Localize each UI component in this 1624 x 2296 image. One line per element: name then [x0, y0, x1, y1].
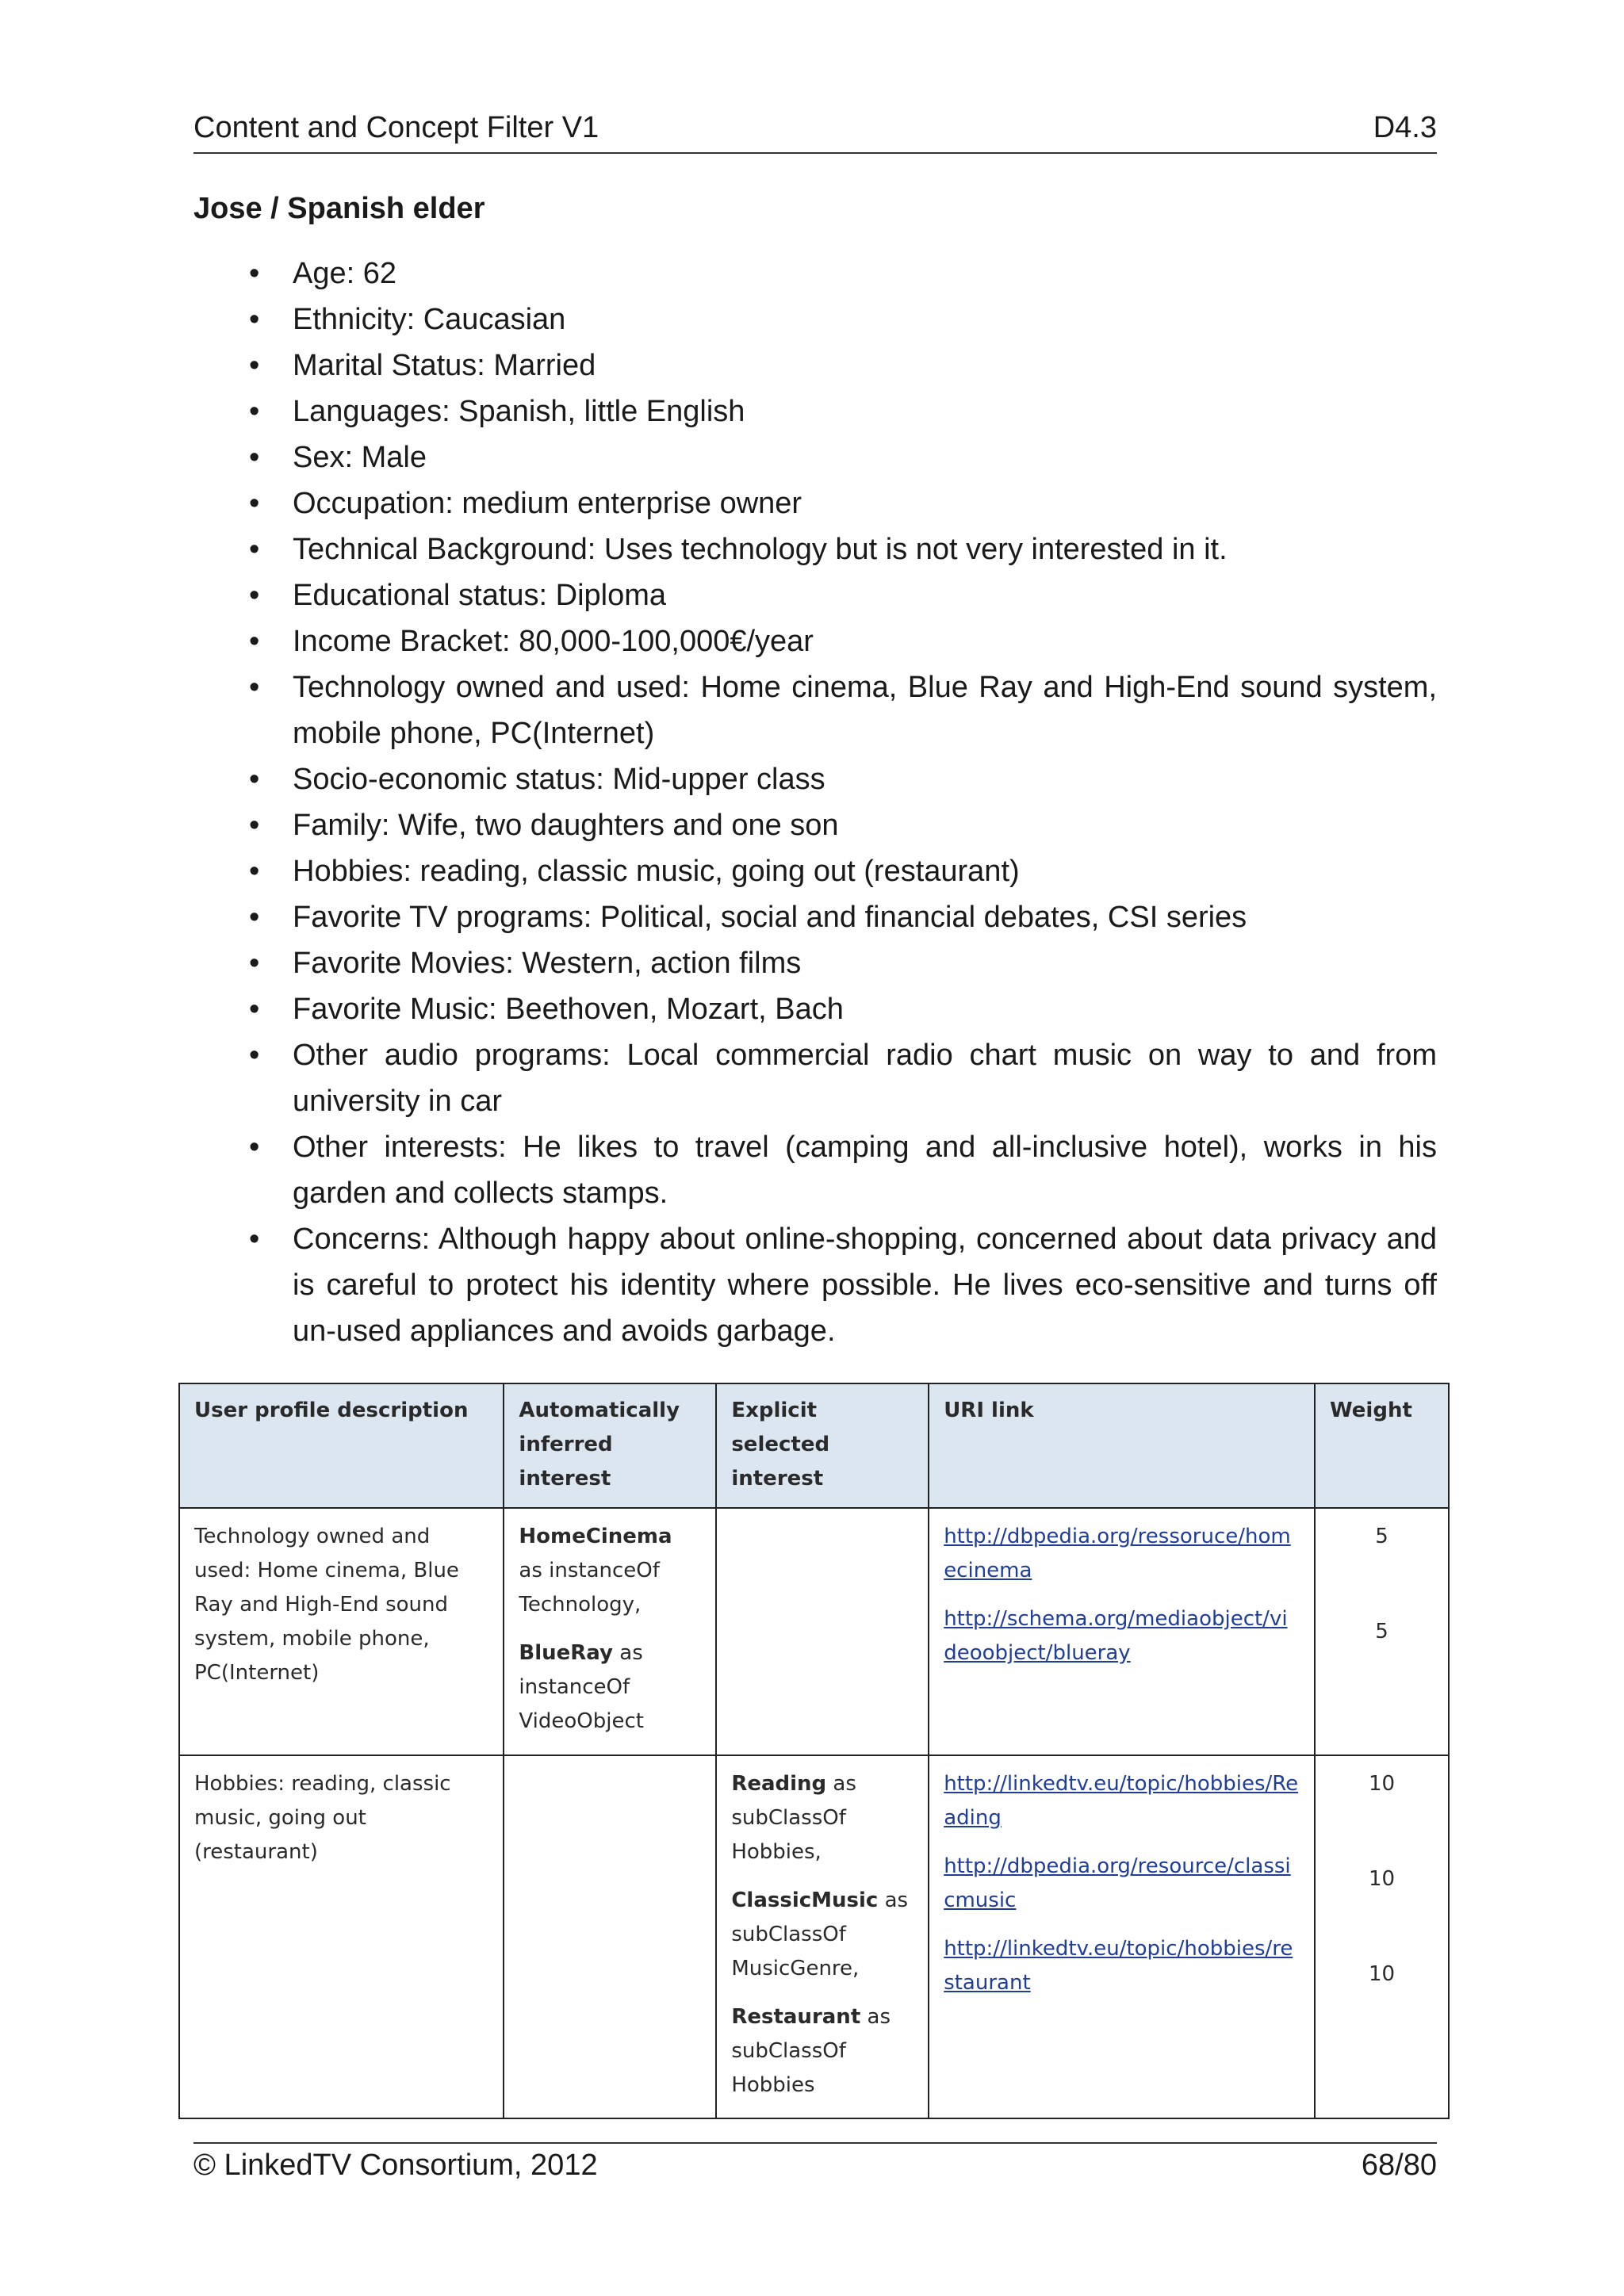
bullet-icon: • [249, 395, 260, 428]
bullet-item: • Socio-economic status: Mid-upper class [193, 756, 1437, 802]
bullet-item: • Ethnicity: Caucasian [193, 297, 1437, 342]
bullet-icon: • [249, 947, 260, 980]
row-weights [1315, 1755, 1449, 2118]
uri-link[interactable]: http://linkedtv.eu/topic/hobbies/restaurant [944, 1937, 1293, 1995]
row-explicit-interest [716, 1508, 929, 1755]
explicit-interest-item: Reading as subClassOf Hobbies, [731, 1772, 856, 1864]
inferred-interest-item: HomeCinema as instanceOf Technology, [519, 1525, 672, 1617]
bullet-icon: • [249, 441, 260, 474]
bullet-icon: • [249, 1039, 260, 1072]
bullet-item: • Occupation: medium enterprise owner [193, 480, 1437, 526]
page-footer [193, 2142, 1437, 2182]
row-description: Hobbies: reading, classic music, going out (restaurant) [179, 1755, 504, 2118]
bullet-item: • Family: Wife, two daughters and one son [193, 802, 1437, 848]
bullet-item: • Technology owned and used: Home cinema, Blue Ray and High-End sound system, mobile phone, PC(Internet) [193, 664, 1437, 756]
bullet-item: • Favorite Movies: Western, action films [193, 940, 1437, 986]
copyright-notice: © LinkedTV Consortium, 2012 [193, 2149, 598, 2182]
header-explicit-selected-interest: Explicit selected interest [716, 1383, 929, 1508]
bullet-item: • Educational status: Diploma [193, 572, 1437, 618]
bullet-icon: • [249, 579, 260, 612]
row-weights [1315, 1508, 1449, 1755]
uri-link[interactable]: http://dbpedia.org/resource/classicmusic [944, 1854, 1291, 1912]
row-inferred-interest [504, 1508, 716, 1755]
explicit-interest-item: Restaurant as subClassOf Hobbies [731, 2005, 891, 2097]
bullet-item: • Other interests: He likes to travel (camping and all-inclusive hotel), works in his garden and collects stamps. [193, 1124, 1437, 1216]
bullet-icon: • [249, 349, 260, 382]
bullet-icon: • [249, 1131, 260, 1164]
page-number: 68/80 [1361, 2149, 1437, 2182]
row-description: Technology owned and used: Home cinema, Blue Ray and High-End sound system, mobile phone, PC(Internet) [179, 1508, 504, 1755]
bullet-item: • Technical Background: Uses technology but is not very interested in it. [193, 526, 1437, 572]
row-uri-links [929, 1508, 1315, 1755]
user-profile-table [178, 1383, 1450, 2119]
row-explicit-interest [716, 1755, 929, 2118]
bullet-icon: • [249, 901, 260, 934]
bullet-icon: • [249, 303, 260, 336]
bullet-icon: • [249, 1223, 260, 1256]
header-uri-link: URI link [929, 1383, 1315, 1508]
bullet-item: • Languages: Spanish, little English [193, 388, 1437, 434]
header-automatically-inferred-interest: Automatically inferred interest [504, 1383, 716, 1508]
bullet-item: • Marital Status: Married [193, 342, 1437, 388]
header-weight: Weight [1315, 1383, 1449, 1508]
bullet-icon: • [249, 855, 260, 888]
bullet-icon: • [249, 487, 260, 520]
bullet-item: • Other audio programs: Local commercial radio chart music on way to and from university in car [193, 1032, 1437, 1124]
row-inferred-interest [504, 1755, 716, 2118]
bullet-icon: • [249, 763, 260, 796]
bullet-item: • Age: 62 [193, 251, 1437, 297]
bullet-icon: • [249, 993, 260, 1026]
weight-value: 10 [1368, 1962, 1396, 1986]
bullet-icon: • [249, 625, 260, 658]
row-uri-links [929, 1755, 1315, 2118]
bullet-icon: • [249, 533, 260, 566]
inferred-interest-item: BlueRay as instanceOf VideoObject [519, 1641, 644, 1733]
persona-bullet-list [193, 251, 1437, 1354]
bullet-icon: • [249, 671, 260, 704]
bullet-icon: • [249, 809, 260, 842]
bullet-item: • Sex: Male [193, 434, 1437, 480]
uri-link[interactable]: http://linkedtv.eu/topic/hobbies/Reading [944, 1772, 1299, 1830]
bullet-item: • Favorite Music: Beethoven, Mozart, Bach [193, 986, 1437, 1032]
header-user-profile-description: User profile description [179, 1383, 504, 1508]
bullet-item: • Favorite TV programs: Political, social and financial debates, CSI series [193, 894, 1437, 940]
persona-title: Jose / Spanish elder [193, 192, 485, 225]
bullet-icon: • [249, 257, 260, 290]
table-row [179, 1508, 1449, 1755]
uri-link[interactable]: http://schema.org/mediaobject/videoobject/blueray [944, 1607, 1288, 1665]
table-row [179, 1755, 1449, 2118]
weight-value: 5 [1375, 1525, 1388, 1548]
document-id: D4.3 [1373, 111, 1437, 144]
weight-value: 10 [1368, 1867, 1396, 1891]
explicit-interest-item: ClassicMusic as subClassOf MusicGenre, [731, 1888, 909, 1980]
document-title: Content and Concept Filter V1 [193, 111, 599, 144]
uri-link[interactable]: http://dbpedia.org/ressoruce/homecinema [944, 1525, 1291, 1582]
page-header [193, 111, 1437, 154]
table-header-row [179, 1383, 1449, 1508]
weight-value: 5 [1375, 1620, 1388, 1644]
bullet-item: • Concerns: Although happy about online-shopping, concerned about data privacy and is careful to protect his identity where possible. He lives eco-sensitive and turns off un-used appliances and avoids garbage. [193, 1216, 1437, 1354]
bullet-item: • Hobbies: reading, classic music, going out (restaurant) [193, 848, 1437, 894]
bullet-item: • Income Bracket: 80,000-100,000€/year [193, 618, 1437, 664]
weight-value: 10 [1368, 1772, 1396, 1796]
